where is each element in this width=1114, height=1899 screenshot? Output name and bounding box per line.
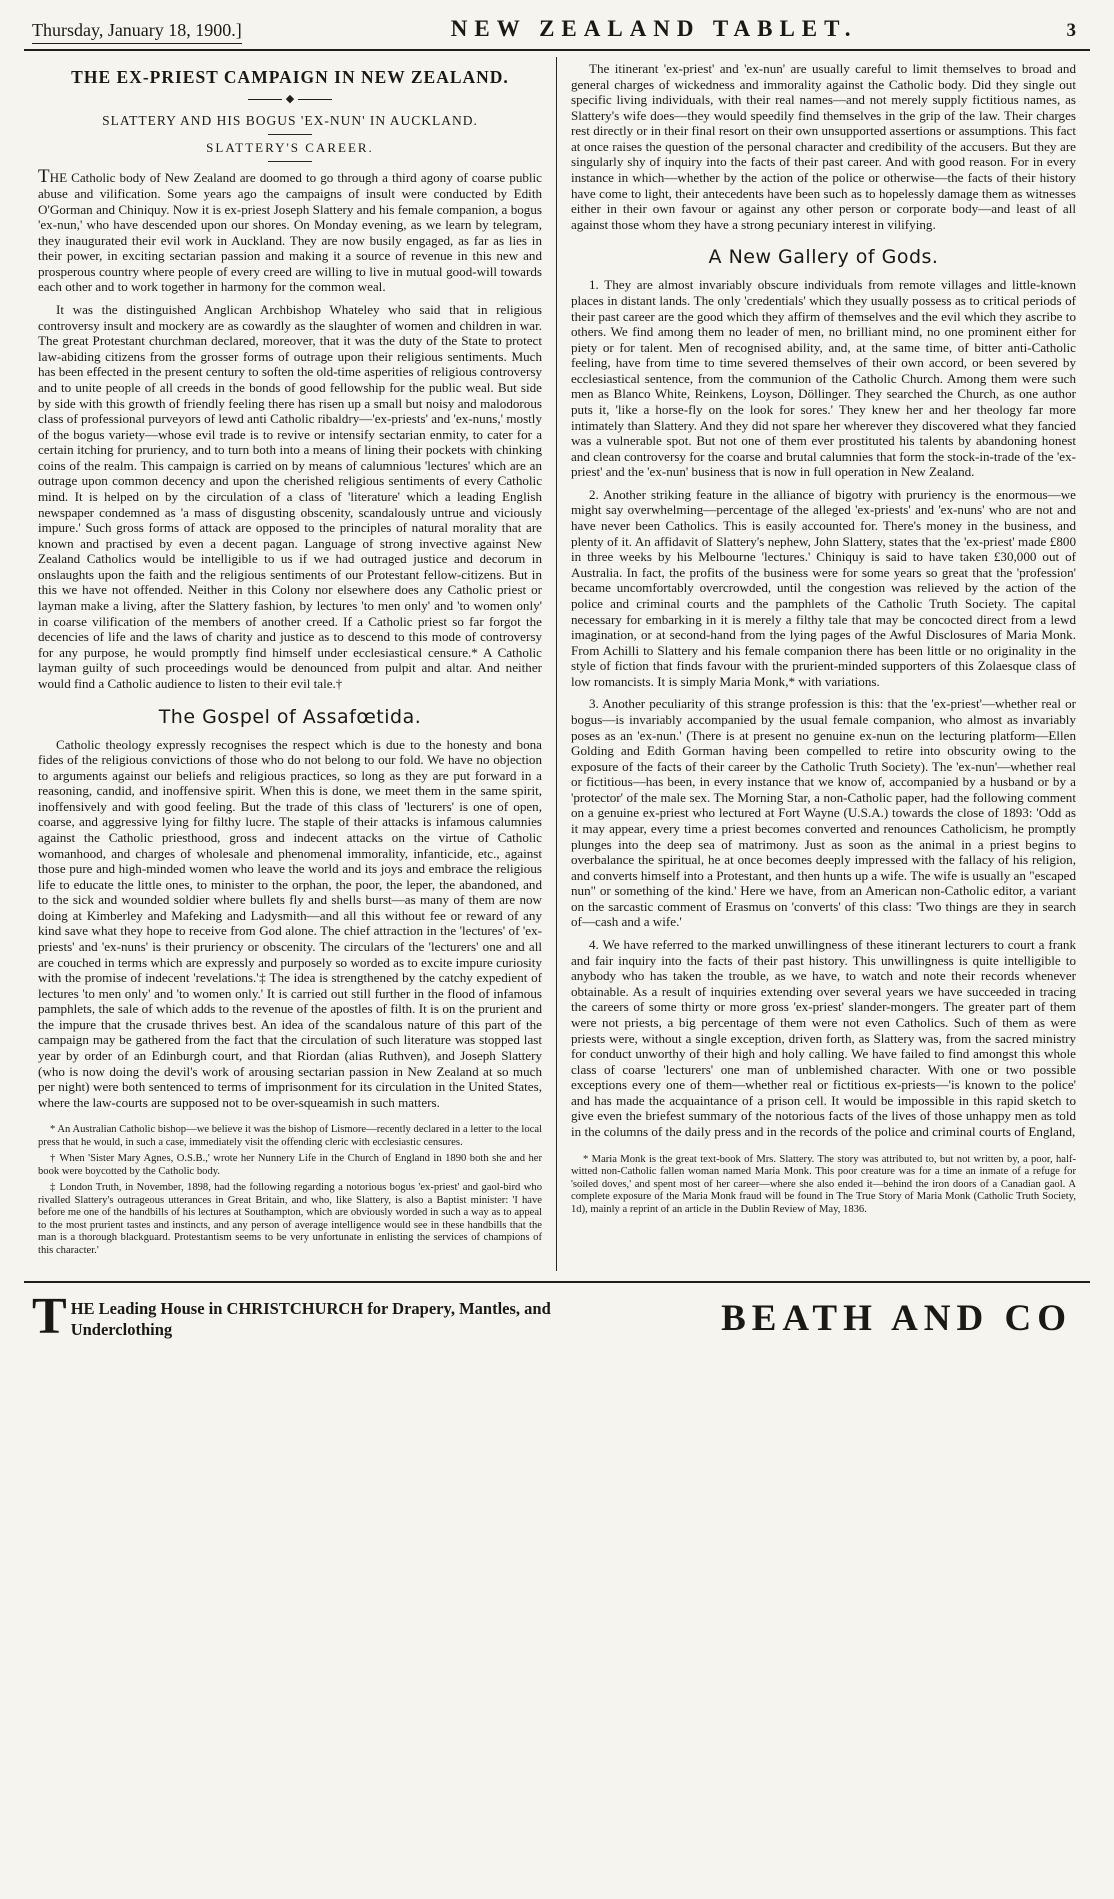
column-container [24, 57, 1090, 1271]
small-rule-divider [268, 161, 312, 162]
footnotes-block [571, 1154, 1076, 1217]
ad-text: HE Leading House in CHRISTCHURCH for Drapery, Mantles, and Underclothing [70, 1299, 551, 1339]
ornament-divider [38, 92, 542, 105]
ornament-wing [298, 99, 332, 100]
footnote: * An Australian Catholic bishop—we believe it was the bishop of Lismore—recently declared in a letter to the local press that he would, in such a case, immediately visit the offending cleric with ecclesiastic censures. [38, 1124, 542, 1148]
section-heading-gallery: A New Gallery of Gods. [708, 246, 939, 269]
masthead [24, 14, 1090, 51]
paragraph: 4. We have referred to the marked unwillingness of these itinerant lecturers to court a frank and fair inquiry into the facts of their past history. This unwillingness is quite intelligible to anybody who has taken the trouble, as we have, to watch and note their records whenever obtainable. As a result of inquiries extending over several years we have succeeded in tracing the careers of some thirty or more gross 'ex-priest' slander-mongers. The greater part of them were not priests, a big percentage of them were not even Catholics. Such of them as were priests were, without a single exception, driven forth, as Slattery was, from the sacred ministry for conduct unworthy of their high and holy calling. We have failed to find amongst this whole class of coarse 'lecturers' one man of unblemished character. With one or two possible exceptions every one of them—whether real or fictitious ex-priests—'is known to the police' and has made the acquaintance of a prison cell. It would be impossible in this rapid sketch to give even the briefest summary of the notorious facts of the lives of those unhappy men as told in the columns of the daily press and in the records of the police and criminal courts of England, [571, 937, 1076, 1139]
section-kicker: SLATTERY'S CAREER. [206, 140, 374, 155]
paragraph: It was the distinguished Anglican Archbishop Whateley who said that in religious controversy insult and mockery are as cowardly as the slaughter of women and children in war. The great Protestant churchman declared, moreover, that it was the duty of the State to protect law-abiding citizens from the grosser forms of outrage upon their religious sentiments. Much has been effected in the present century to soften the old-time asperities of religious controversy and to unite people of all creeds in the bonds of good fellowship for the public weal. But side by side with this growth of friendly feeling there has risen up a small but noisy and malodorous class of professional purveyors of lewd anti Catholic ribaldry—'ex-priests' and 'ex-nuns,' mostly of the bogus variety—whose evil trade is to revive or intensify sectarian enmity, to cater for a certain itching for pruriency, and to turn both into a means of lining their pockets with chinking coins of the realm. This campaign is carried on by means of calumnious 'lectures' which are an outrage upon common decency and upon the cherished religious sentiments of every Catholic mind. It is helped on by the circulation of a class of 'literature' which a leading English newspaper condemned as 'a mass of disgusting obscenity, scandalously untrue and viciously impure.' Such gross forms of attack are opposed to the principles of natural morality that are known and practised by even a decent pagan. Language of strong invective against New Zealand Catholics would be intelligible to us if we had outraged justice and decorum in onslaughts upon the faith and the religious sentiments of our Protestant fellow-citizens. But in this we have not offended. Neither in this Colony nor elsewhere does any Catholic priest or layman make a living, after the Slattery fashion, by lectures 'to men only' and 'to women only' in coarse vilification of the members of another creed. If a Catholic priest so far forgot the decencies of life and the laws of charity and justice as to descend to this mode of controversy for any purpose, he would promptly find himself under ecclesiastical censure.* A Catholic layman guilty of such proceedings would be denounced from pulpit and altar. And neither would find a Catholic audience to listen to their evil tale.† [38, 302, 542, 691]
paragraph: 2. Another striking feature in the alliance of bigotry with pruriency is the enormous—we might say overwhelming—percentage of the alleged 'ex-priests' and 'ex-nuns' who are not and have never been Catholics. This is easily accounted for. There's money in the business, and plenty of it. An affidavit of Slattery's nephew, John Slattery, states that the 'ex-priest' made £800 in three weeks by his Melbourne 'lectures.' Chiniquy is said to have taken £30,000 out of Australia. In fact, the profits of the business were for some years so great that the 'profession' became uncomfortably overcrowded, until the congestion was relieved by the action of the police and criminal courts and the pamphlets of the Catholic Truth Society. The capital necessary for embarking in it is merely a filthy tale that may be concocted direct from a lewd imagination, or at second-hand from the lying pages of the Awful Disclosures of Maria Monk. From Achilli to Slattery and his female companion there has been little or no originality in the style of fiction that finds favour with the prurient-minded supporters of this Zolaesque class of low romancists. It is simply Maria Monk,* with variations. [571, 486, 1076, 689]
paragraph: The itinerant 'ex-priest' and 'ex-nun' are usually careful to limit themselves to broad and general charges of wickedness and immorality against the Catholic body. Did they single out specific living individuals, with their real names—and not merely supply fictitious names, as Slattery's wife does—they would speedily find themselves in the grip of the law. Their charges rest directly or in their final resort on their own unsupported assertions or assumptions. This fact at once raises the question of the personal character and credibility of the accusers. But they are singularly shy of inquiry into the facts of their past career. And with good reason. For in every instance in which—whether by the action of the police or otherwise—the facts of their history have come to light, their antecedents have been such as to hopelessly damage them as witnesses either in their own favour or against any other person or corporate body—and least of all against those whom they have a strong pecuniary interest in vilifying. [571, 61, 1076, 232]
page-number: 3 [1066, 20, 1076, 41]
advertiser-name: BEATH AND CO [721, 1297, 1072, 1339]
footnotes-block [38, 1124, 542, 1257]
article-title: THE EX-PRIEST CAMPAIGN IN NEW ZEALAND. [71, 67, 509, 87]
diamond-ornament-icon: ◆ [285, 93, 295, 105]
footer-advertisement [24, 1281, 1090, 1346]
issue-date: Thursday, January 18, 1900.] [32, 20, 242, 44]
paragraph: 1. They are almost invariably obscure individuals from remote villages and little-known places in distant lands. The only 'credentials' which they usually possess as to critical periods of their past career are the good which they affirm of themselves and the evil which they ascribe to others. We find among them no leader of men, no brilliant mind, no one prominent either for piety or for talent. Men of recognised ability, and, at the same time, of bitter anti-Catholic feeling, have from time to time severed themselves of their own accord, or been severed by ecclesiastical sentence, from the communion of the Catholic Church. Among them were such men as Blanco White, Reinkens, Loyson, Döllinger. They searched the Church, as one author puts it, 'like a horse-fly on the look for sores.' They knew her and her theology far more intimately than Slattery. And they did not spare her wherever they discovered what they fancied was a vulnerable spot. But not one of them ever prostituted his talents by abandoning honest and clean controversy for the coarse and brutal calumnies that form the stock-in-trade of the 'ex-priest' and the 'ex-nun' business that is now in full operation in New Zealand. [571, 277, 1076, 480]
footnote: † When 'Sister Mary Agnes, O.S.B.,' wrote her Nunnery Life in the Church of England in 1890 both she and her book were boycotted by the Catholic body. [38, 1153, 542, 1177]
left-column [24, 57, 557, 1271]
article-subtitle: SLATTERY AND HIS BOGUS 'EX-NUN' IN AUCKLAND. [102, 113, 478, 128]
paragraph: THE Catholic body of New Zealand are doomed to go through a third agony of coarse public abuse and vilification. Some years ago the campaigns of insult were conducted by Edith O'Gorman and Chiniquy. Now it is ex-priest Joseph Slattery and his female companion, a bogus 'ex-nun,' who have descended upon our shores. On Monday evening, as we learn by telegram, they inaugurated their evil work in Auckland. They are now busily engaged, as far as lies in their power, in exciting sectarian passion and making it a source of revenue in this new and prosperous country where people of every creed are willing to live in mutual good-will towards each other and to work together in harmony for the common weal. [38, 166, 542, 295]
footnote: ‡ London Truth, in November, 1898, had the following regarding a notorious bogus 'ex-priest' and gaol-bird who rivalled Slattery's outrageous utterances in Great Britain, and who, like Slattery, is also a Baptist minister: 'I have before me one of the handbills of his lectures at Southampton, which are obviously worded in such a way as to appeal to the most prurient tastes and instincts, and any person of average intelligence would see in these handbills that the man is a thorough blackguard. Protestantism seems to be very unfortunate in enlisting the services of champions of this character.' [38, 1182, 542, 1256]
ad-dropcap: T [32, 1288, 67, 1346]
paper-title: NEW ZEALAND TABLET. [450, 16, 858, 41]
section-heading-gospel: The Gospel of Assafœtida. [158, 705, 422, 728]
paragraph: 3. Another peculiarity of this strange profession is this: that the 'ex-priest'—whether real or bogus—is invariably accompanied by the usual female companion, who almost as invariably poses as an 'ex-nun.' (There is at present no genuine ex-nun on the lecturing platform—Ellen Golding and Edith Gorman having been compelled to retire into obscurity owing to the exposure of the facts of their career by the Catholic Truth Society). The 'ex-nun'—whether real or fictitious—has been, in every instance that we know of, accompanied by a husband or by a 'protector' of the male sex. The Morning Star, a non-Catholic paper, had the following comment on a genuine ex-priest who lectured at Fort Wayne (U.S.A.) towards the close of 1893: 'Odd as it may appear, every time a priest becomes converted and renounces Catholicism, he promptly plunges into the deep sea of matrimony. Just as soon as the animal in a priest begins to overbalance the spiritual, he at once becomes deeply impressed with the fallacy of his religion, and converts himself into a Protestant, and then hunts up a wife. The wife is usually an "escaped nun" or something of the kind.' Here we have, from an American non-Catholic editor, a variant on the sarcastic comment of Erasmus on 'converts' of this class: 'Two things are they in search of—cash and a wife.' [571, 696, 1076, 930]
ornament-wing [248, 99, 282, 100]
footnote: * Maria Monk is the great text-book of Mrs. Slattery. The story was attributed to, but not written by, a poor, half-witted non-Catholic fallen woman named Maria Monk. This poor creature was for a time an inmate of a refuge for 'soiled doves,' and spent most of her career—where she also ended it—behind the iron doors of a Canadian gaol. A complete exposure of the Maria Monk fraud will be found in The True Story of Maria Monk (Catholic Truth Society, 1d), mainly a reprint of an article in the Dublin Review of May, 1836. [571, 1153, 1076, 1215]
small-rule-divider [268, 134, 312, 135]
paragraph: Catholic theology expressly recognises the respect which is due to the honesty and bona fides of the religious convictions of those who do not belong to our fold. We have no objection to arguments against our beliefs and religious practices, so long as they are put forward in a reasoning, candid, and inoffensive spirit. When this is done, we meet them in the same spirit, inoffensively and with good feeling. But the trade of this class of 'lecturers' is one of open, coarse, and aggressive lying for filthy lucre. The staple of their attacks is infamous calumnies against the Catholic priesthood, gross and indecent attacks on the virtue of Catholic womanhood, and charges of wholesale and phenomenal immorality, infanticide, etc., against those pure and high-minded women who leave the world and its joys and embrace the religious life to educate the little ones, to minister to the orphan, the poor, the leper, the abandoned, and to the sick and wounded soldier where bullets fly and shells burst—as many of them are now doing at Kimberley and Mafeking and Ladysmith—and all this without fee or reward of any kind save what they hope to receive from God alone. The chief attraction in the 'lectures' of 'ex-priests' and 'ex-nuns' is their pruriency or obscenity. The circulars of the 'lecturers' one and all are couched in terms which are expressly and purposely so worded as to excite impure curiosity with the promise of indecent 'revelations.'‡ The idea is strengthened by the catchy expedient of lectures 'to men only' and 'to women only.' It is carried out still further in the flood of infamous pamphlets, the sale of which adds to the revenue of the apostles of filth. It is on the prurient and the impure that the crusade thrives best. An idea of the scandalous nature of this part of the campaign may be gathered from the fact that the circulation of such literature was stopped last year by order of an Edinburgh court, and that Riordan (alias Ruthven), and Joseph Slattery (who is now doing the devil's work of arousing sectarian passion in New Zealand at so much per night) were both sentenced to terms of imprisonment for its circulation in the United States, where the law-courts are supposed not to be over-squeamish in such matters. [38, 736, 542, 1110]
right-column [557, 57, 1090, 1271]
ad-copy [32, 1288, 571, 1346]
